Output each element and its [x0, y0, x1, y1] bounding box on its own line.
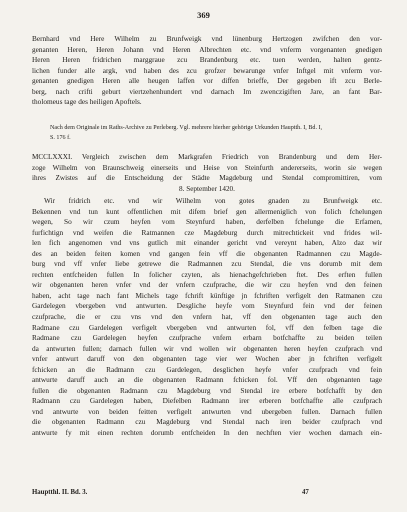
- text-line: Radmane czu Gardelegen heyfen czufprache vnfern erbarn botfchaffte zu beiden teilen: [32, 333, 382, 343]
- heading-date: 8. September 1420.: [179, 184, 235, 193]
- text-line: wegen, So wir czum heyfen vom Steynfurd haben, derfelben fchelunge die Erfamen,: [32, 217, 382, 227]
- text-line: Bernhard vnd Here Wilhelm zu Brunfweigk vnd lünenburg Hertzogen zwifchen den vor-: [32, 34, 382, 43]
- note-line: Nach dem Originale im Raths-Archive zu Perleberg. Vgl. mehrere hierher gehörige Urkunden Hauptth. I, Bd. I,: [50, 125, 323, 131]
- text-line: genanten gnedigen Heren alle heugen laffen vor diffen brieffe, Der gegeben ift zcu Berle-: [32, 76, 382, 86]
- text-line: antwurte daruff auch an die obgenanten Radmann fchicken fol. Vff den obgenanten tage: [32, 375, 382, 385]
- heading-line: ihres Zwistes auf die Entscheidung der Städte Magdeburg und Stendal compromittiren, vom: [32, 174, 382, 183]
- text-line: antwurte fy mit einen rechten dorumb entfcheiden In den nechften vier wochen darnach ein-: [32, 428, 382, 438]
- text-line: die obgenanten Radmann czu Magdeburg vnd Stendal nach iren beider czufprach vnd: [32, 417, 382, 427]
- text-line: rechten entfcheiden fullen In folicher czyten, als hienachgefchrieben ftet. Des erften fullen: [32, 269, 382, 279]
- note-line: S. 176 f.: [50, 134, 71, 141]
- page-number: 369: [197, 10, 210, 20]
- text-line: wir obgenanten heren vnfer vnd der vnfern czufprache, die wir czu heyfen vnd den feinen: [32, 280, 382, 290]
- text-line: len fich angenomen vnd vns gutlich mit einander gericht vnd vereynt haben, Alzo daz wir: [32, 238, 382, 248]
- heading-line: MCCLXXXI. Vergleich zwischen dem Markgrafen Friedrich von Brandenburg und dem Her-: [32, 153, 382, 161]
- top-paragraph: [32, 34, 382, 108]
- heading-line: zoge Wilhelm von Braunschweig einerseits und Heise von Steinfurth andererseits, worin sie wegen: [32, 163, 382, 172]
- text-line: lichen funder alle argk, vnd haben des zcu grofzer bewarunge vnfer Inftgel mit vnferm vor-: [32, 65, 382, 75]
- text-line: des an beiden feiten komen vnd gangen fein vff die obgenanten Radmannen czu Magde-: [32, 248, 382, 258]
- text-line: furfichtign vnd weifen die Ratmannen cze Magdeburg durch mitrechtickeit vnd frides wil-: [32, 227, 382, 237]
- text-line: genanten Heren, Heren Johann vnd Heren Albrechten etc. vnd vnferm vorgenanten gnedigen: [32, 44, 382, 54]
- sheet-number: 47: [302, 489, 309, 496]
- text-line: da antwurten fullen; darnach fullen wir vnd wollen wir obgenanten heren heyfen czufprach vnd: [32, 343, 382, 353]
- text-line: fullen die obgenanten Radmann czu Magdeburg vnd Stendal ire erbere botfchafft by den: [32, 385, 382, 395]
- page-footer: [32, 489, 382, 500]
- text-line: Gardelegen vbergeben vnd antwurten. Desgliche heyfe vom Steynfurd fein vnd der feinen: [32, 301, 382, 311]
- text-line: fchicken an die Radmann czu Gardelegen, desglichen heyfe vnfer czufprach vnd fein: [32, 364, 382, 374]
- text-line: Heren Heren fridrichen marggraue zcu Brandenburg etc. tuen werden, halten gentz-: [32, 55, 382, 65]
- text-line: haben, acht tage nach fant Michels tage fchrift künftige jn fchriften verfigelt den Ratmanen czu: [32, 290, 382, 300]
- body-paragraph: [32, 196, 382, 439]
- text-line: berg, nach crifti geburt viertzehenhundert vnd darnach Im zwenczigiften Jare, an fant Bar-: [32, 86, 382, 96]
- text-line: tholomeus tage des heiligen Apoftels.: [32, 97, 142, 107]
- text-line: Wir fridrich etc. vnd wir Wilhelm von gotes gnaden zu Brunfweigk etc.: [44, 196, 382, 205]
- text-line: vnd antwurte von beiden feitten verfigelt antwurten vnd ubergeben fullen. Darnach fullen: [32, 406, 382, 416]
- text-line: burg vnd vff vnfer liebe getrewe die Radmannen zcu Stendal, die vns dorumb mit dem: [32, 259, 382, 269]
- source-note: [50, 124, 380, 143]
- text-line: vnfer antwurt daruff von den obgenanten tage vier wer Wochen aber jn fchriften verfigelt: [32, 354, 382, 364]
- text-line: Bekennen vnd tun kunt offentlichen mit difem brief gen allermeniglich von folich fchelungen: [32, 206, 382, 216]
- document-heading: [32, 152, 382, 194]
- text-line: czufprache, die er czu vns vnd den vnfern hat, vff den obgenanten tage auch den: [32, 312, 382, 322]
- text-line: Radmane czu Gardelegen verfigelt vbergeben vnd antwurten fol, vff den felben tage die: [32, 322, 382, 332]
- text-line: Radmann czu Gardelegen haben, Diefelben Radmann irer erberen botfchaffte alle czufprach: [32, 396, 382, 406]
- volume-signature: Hauptthl. II. Bd. 3.: [32, 489, 88, 496]
